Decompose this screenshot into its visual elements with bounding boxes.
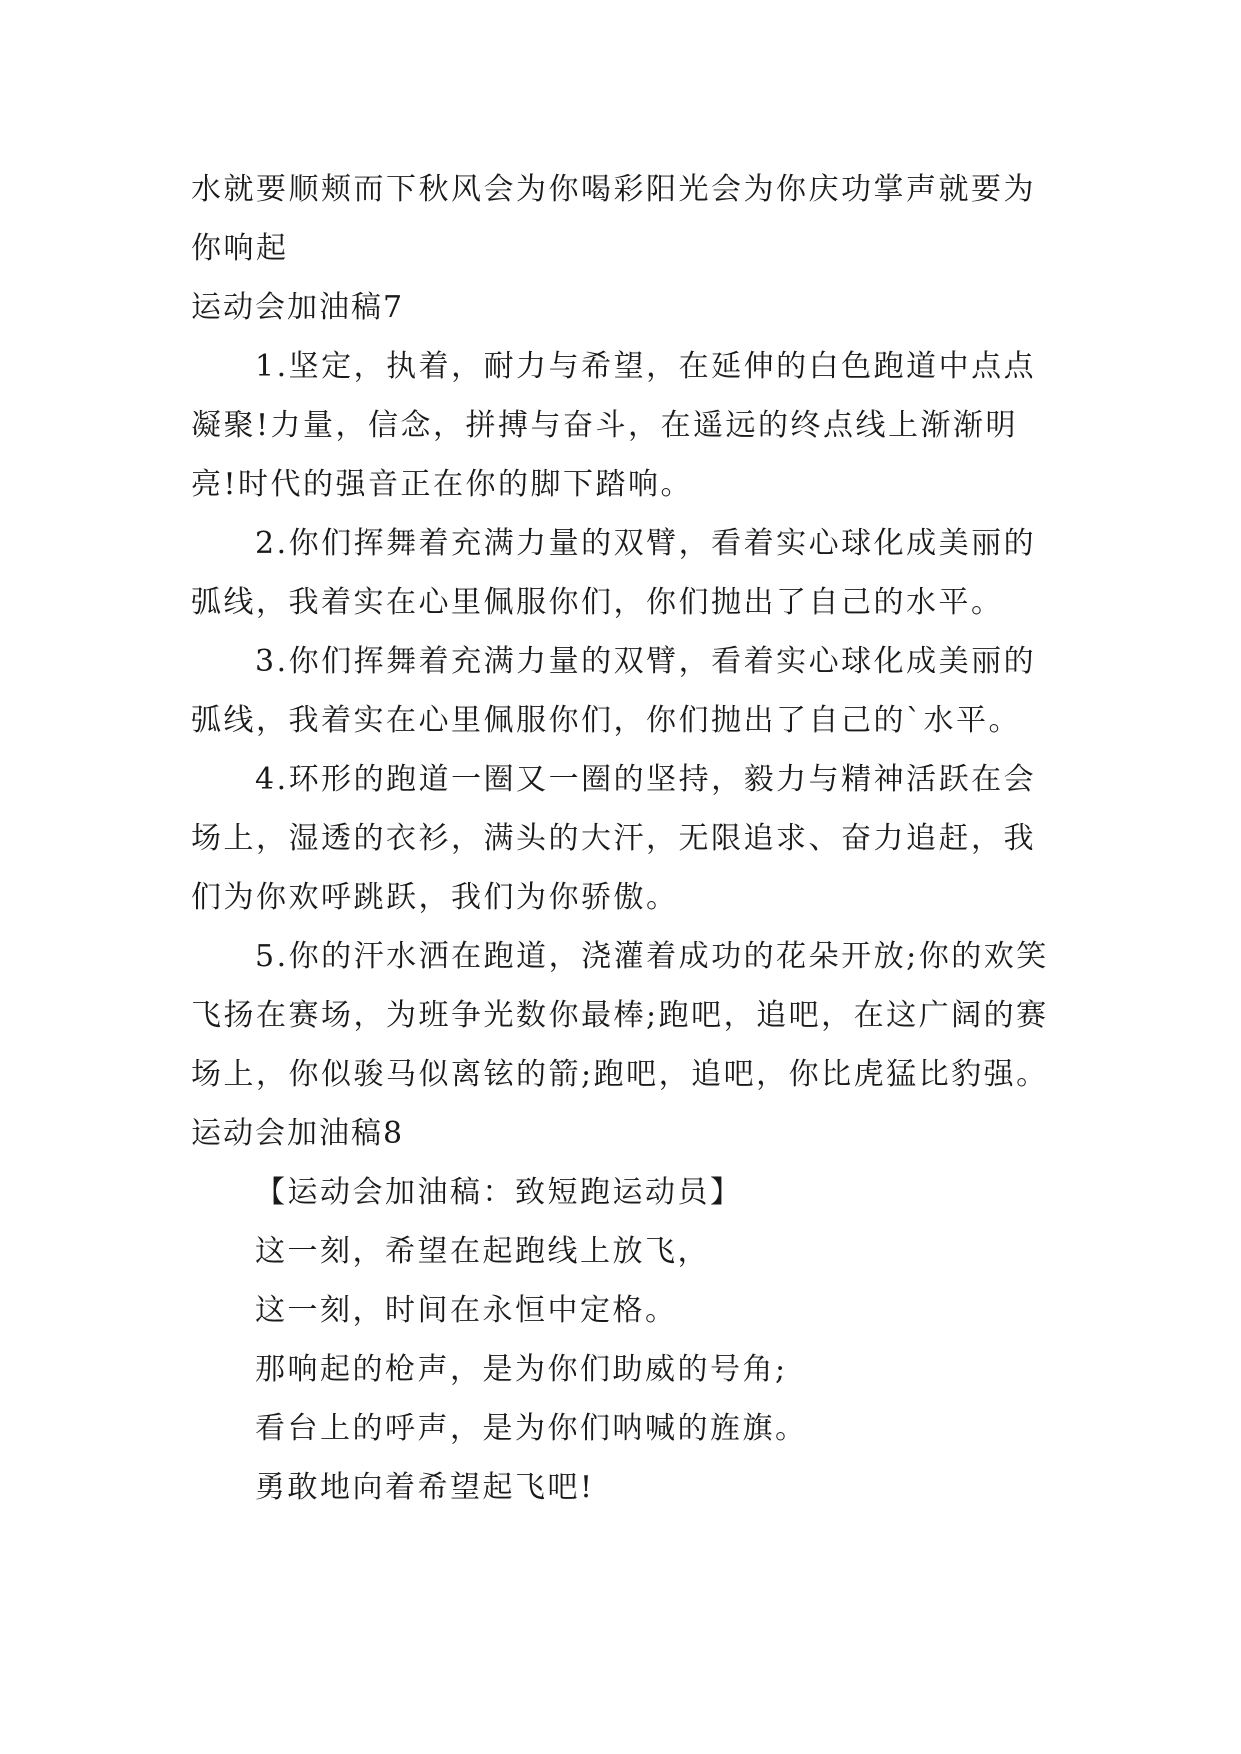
poem-line-3: 那响起的枪声，是为你们助威的号角;: [255, 1352, 788, 1387]
section-7-item-1: 1.坚定，执着，耐力与希望，在延伸的白色跑道中点点凝聚!力量，信念，拼搏与奋斗，在遥远的终点线上渐渐明亮!时代的强音正在你的脚下踏响。: [191, 349, 1037, 502]
section-7-item-4: 4.环形的跑道一圈又一圈的坚持，毅力与精神活跃在会场上，湿透的衣衫，满头的大汗，无限追求、奋力追赶，我们为你欢呼跳跃，我们为你骄傲。: [191, 762, 1037, 915]
section-7-item-3: 3.你们挥舞着充满力量的双臂，看着实心球化成美丽的弧线，我着实在心里佩服你们，你们抛出了自己的`水平。: [191, 644, 1037, 738]
section-7-item-2: 2.你们挥舞着充满力量的双臂，看着实心球化成美丽的弧线，我着实在心里佩服你们，你们抛出了自己的水平。: [191, 526, 1037, 620]
document-page: [191, 160, 1053, 1517]
intro-paragraph: 水就要顺颊而下秋风会为你喝彩阳光会为你庆功掌声就要为你响起: [191, 172, 1036, 266]
poem-line-1: 这一刻，希望在起跑线上放飞，: [255, 1234, 710, 1269]
section-7-item-5: 5.你的汗水洒在跑道，浇灌着成功的花朵开放;你的欢笑飞扬在赛场，为班争光数你最棒;跑吧，追吧，在这广阔的赛场上，你似骏马似离铉的箭;跑吧，追吧，你比虎猛比豹强。: [191, 939, 1049, 1092]
poem-line-5: 勇敢地向着希望起飞吧!: [255, 1470, 595, 1505]
section-8-heading: 运动会加油稿8: [191, 1116, 405, 1151]
section-8-subtitle: 【运动会加油稿：致短跑运动员】: [255, 1175, 743, 1210]
poem-line-4: 看台上的呼声，是为你们呐喊的旌旗。: [255, 1411, 808, 1446]
poem-line-2: 这一刻，时间在永恒中定格。: [255, 1293, 678, 1328]
section-7-heading: 运动会加油稿7: [191, 290, 405, 325]
